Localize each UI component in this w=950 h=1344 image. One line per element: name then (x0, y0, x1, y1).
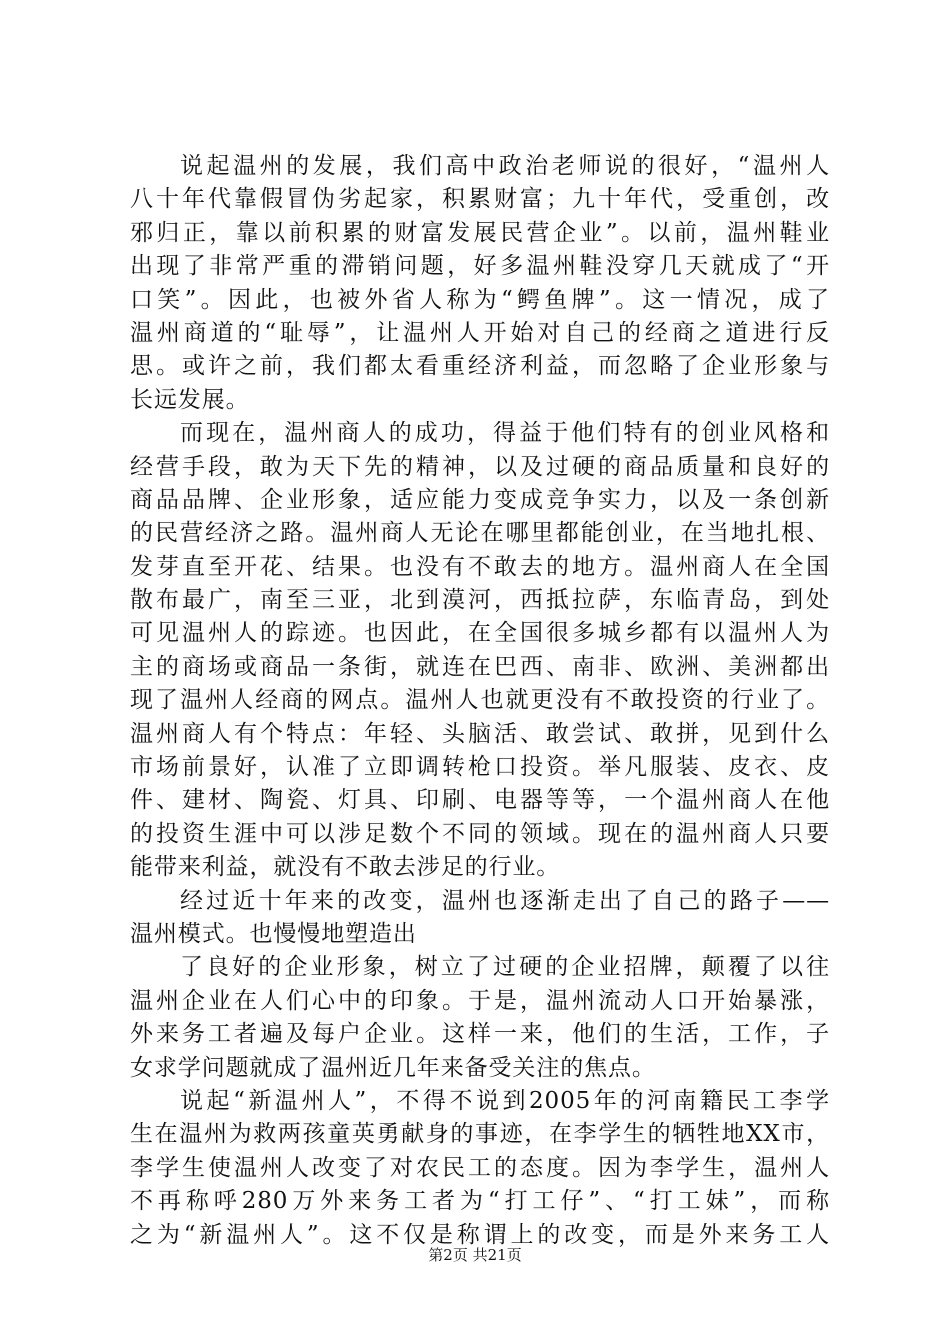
text-line: 思。或许之前，我们都太看重经济利益，而忽略了企业形象与 (130, 353, 830, 380)
text-line: 说起“新温州人”，不得不说到2005年的河南籍民工李学 (180, 1087, 830, 1114)
text-line: 散布最广，南至三亚，北到漠河，西抵拉萨，东临青岛，到处 (130, 587, 830, 614)
text-line: 口笑”。因此，也被外省人称为“鳄鱼牌”。这一情况，成了 (130, 286, 830, 313)
text-line: 外来务工者遍及每户企业。这样一来，他们的生活，工作，子 (130, 1021, 830, 1048)
text-line: 而现在，温州商人的成功，得益于他们特有的创业风格和 (180, 420, 830, 447)
text-line: 的民营经济之路。温州商人无论在哪里都能创业，在当地扎根、 (130, 520, 830, 547)
text-line: 了良好的企业形象，树立了过硬的企业招牌，颠覆了以往 (180, 954, 830, 981)
text-line: 现了温州人经商的网点。温州人也就更没有不敢投资的行业了。 (130, 687, 830, 714)
text-line: 女求学问题就成了温州近几年来备受关注的焦点。 (130, 1054, 656, 1081)
text-line: 温州商道的“耻辱”，让温州人开始对自己的经商之道进行反 (130, 319, 830, 346)
text-line: 温州商人有个特点：年轻、头脑活、敢尝试、敢拼，见到什么 (130, 720, 830, 747)
text-line: 经过近十年来的改变，温州也逐渐走出了自己的路子—— (180, 887, 830, 914)
text-line: 李学生使温州人改变了对农民工的态度。因为李学生，温州人 (130, 1154, 830, 1181)
text-line: 生在温州为救两孩童英勇献身的事迹，在李学生的牺牲地XX市， (130, 1121, 830, 1148)
text-line: 主的商场或商品一条街，就连在巴西、南非、欧洲、美洲都出 (130, 653, 830, 680)
page-number-footer: 第2页 共21页 (428, 1246, 522, 1264)
text-line: 的投资生涯中可以涉足数个不同的领域。现在的温州商人只要 (130, 820, 830, 847)
text-line: 经营手段，敢为天下先的精神，以及过硬的商品质量和良好的 (130, 453, 830, 480)
text-line: 长远发展。 (130, 386, 250, 413)
text-line: 不再称呼280万外来务工者为“打工仔”、“打工妹”，而称 (130, 1188, 830, 1215)
text-line: 商品品牌、企业形象，适应能力变成竞争实力，以及一条创新 (130, 486, 830, 513)
text-line: 能带来利益，就没有不敢去涉足的行业。 (130, 854, 561, 881)
document-body (130, 150, 830, 1252)
text-line: 温州模式。也慢慢地塑造出 (130, 920, 417, 947)
text-line: 可见温州人的踪迹。也因此，在全国很多城乡都有以温州人为 (130, 620, 830, 647)
text-line: 之为“新温州人”。这不仅是称谓上的改变，而是外来务工人 (130, 1221, 830, 1248)
text-line: 八十年代靠假冒伪劣起家，积累财富；九十年代，受重创，改 (130, 186, 830, 213)
text-line: 温州企业在人们心中的印象。于是，温州流动人口开始暴涨， (130, 987, 830, 1014)
text-line: 发芽直至开花、结果。也没有不敢去的地方。温州商人在全国 (130, 553, 830, 580)
text-line: 邪归正，靠以前积累的财富发展民营企业”。以前，温州鞋业 (130, 219, 830, 246)
text-line: 市场前景好，认准了立即调转枪口投资。举凡服装、皮衣、皮 (130, 754, 830, 781)
text-line: 件、建材、陶瓷、灯具、印刷、电器等等，一个温州商人在他 (130, 787, 830, 814)
text-line: 出现了非常严重的滞销问题，好多温州鞋没穿几天就成了“开 (130, 253, 830, 280)
text-line: 说起温州的发展，我们高中政治老师说的很好，“温州人 (180, 153, 830, 179)
